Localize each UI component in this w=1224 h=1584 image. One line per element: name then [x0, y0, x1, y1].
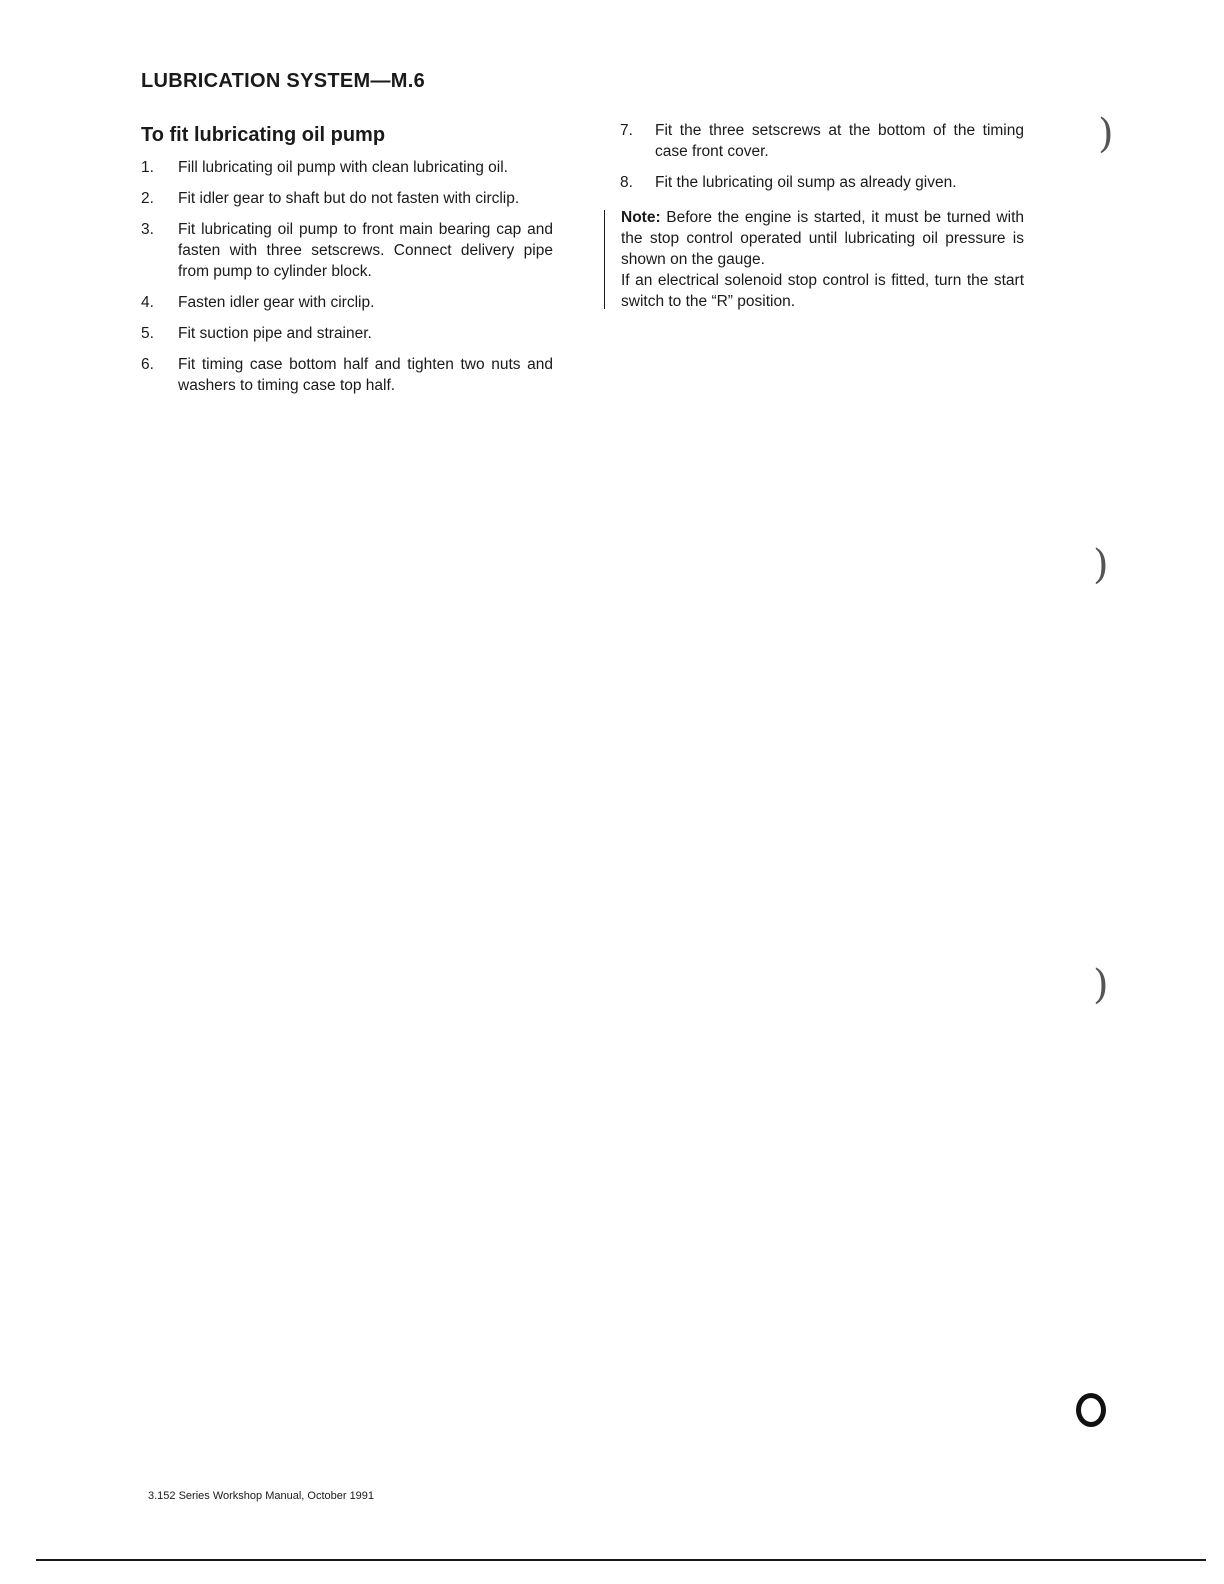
- step-number: 2.: [141, 190, 154, 207]
- step-number: 6.: [141, 356, 154, 373]
- step-item: [141, 354, 553, 396]
- section-title: To fit lubricating oil pump: [141, 124, 386, 146]
- step-item: [620, 172, 1024, 193]
- steps-list-right: [620, 120, 1024, 193]
- step-number: 1.: [141, 159, 154, 176]
- binder-hole-icon: ): [1093, 962, 1109, 1008]
- step-item: [141, 188, 553, 209]
- binder-hole-icon: [1076, 1393, 1106, 1427]
- step-text: Fit the lubricating oil sump as already given.: [655, 174, 957, 191]
- binder-hole-icon: ): [1098, 111, 1114, 157]
- note-paragraph-2: If an electrical solenoid stop control is fitted, turn the start switch to the “R” position.: [621, 272, 1024, 310]
- left-column: [141, 124, 553, 406]
- step-text: Fit idler gear to shaft but do not fasten with circlip.: [178, 190, 520, 207]
- step-item: [141, 323, 553, 344]
- note-block: [598, 207, 1024, 312]
- note-paragraph: [621, 207, 1024, 270]
- step-text: Fit suction pipe and strainer.: [178, 325, 372, 342]
- step-number: 3.: [141, 221, 154, 238]
- note-label: Note:: [621, 209, 661, 226]
- step-number: 7.: [620, 122, 633, 139]
- step-text: Fit lubricating oil pump to front main bearing cap and fasten with three setscrews. Connect delivery pipe from pump to cylinder block.: [178, 221, 553, 280]
- step-item: [141, 292, 553, 313]
- step-text: Fit timing case bottom half and tighten two nuts and washers to timing case top half.: [178, 356, 553, 394]
- note-text: Before the engine is started, it must be turned with the stop control operated until lubricating oil pressure is shown on the gauge.: [621, 209, 1024, 268]
- binder-hole-icon: ): [1093, 542, 1109, 588]
- step-text: Fill lubricating oil pump with clean lubricating oil.: [178, 159, 508, 176]
- step-number: 5.: [141, 325, 154, 342]
- step-item: [141, 157, 553, 178]
- steps-list-left: [141, 157, 553, 396]
- right-column: [598, 120, 1024, 312]
- step-item: [141, 219, 553, 282]
- page-footer: 3.152 Series Workshop Manual, October 1991: [148, 1490, 375, 1502]
- page-header: LUBRICATION SYSTEM—M.6: [141, 70, 426, 92]
- step-number: 8.: [620, 174, 633, 191]
- step-text: Fasten idler gear with circlip.: [178, 294, 375, 311]
- step-item: [620, 120, 1024, 162]
- step-number: 4.: [141, 294, 154, 311]
- step-text: Fit the three setscrews at the bottom of the timing case front cover.: [655, 122, 1024, 160]
- bottom-rule: [36, 1559, 1206, 1561]
